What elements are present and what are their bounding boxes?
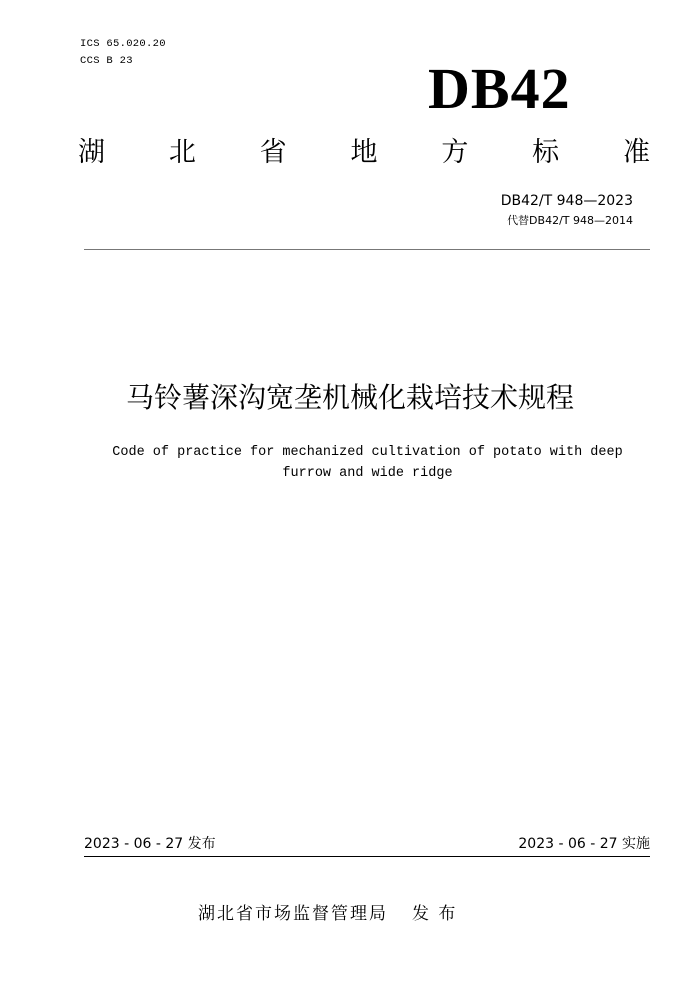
header-divider [84,249,650,250]
department-char: 省 [259,137,287,168]
department-char: 方 [441,137,469,168]
classification-codes [80,36,166,70]
department-char: 标 [532,137,560,168]
db42-logo: DB42 [428,56,571,121]
footer-divider [84,856,650,857]
replaces-standard: 代替DB42/T 948—2014 [507,214,633,227]
publisher-line [198,903,457,925]
issue-date: 2023 - 06 - 27 发布 [84,836,216,852]
implementation-date: 2023 - 06 - 27 实施 [518,836,650,852]
ccs-code: CCS B 23 [80,55,133,67]
department-char: 地 [350,137,378,168]
publisher-name: 湖北省市场监督管理局 [198,904,388,924]
ics-code: ICS 65.020.20 [80,38,166,50]
english-title: Code of practice for mechanized cultivation of potato with deep furrow and wide ridge [112,445,623,481]
department-char: 北 [168,137,196,168]
standard-number: DB42/T 948—2023 [500,193,633,209]
department-title [78,134,650,172]
department-char: 湖 [78,137,105,168]
publish-label: 发 布 [412,904,458,924]
department-char: 准 [622,137,650,168]
chinese-title: 马铃薯深沟宽垄机械化栽培技术规程 [125,381,574,414]
